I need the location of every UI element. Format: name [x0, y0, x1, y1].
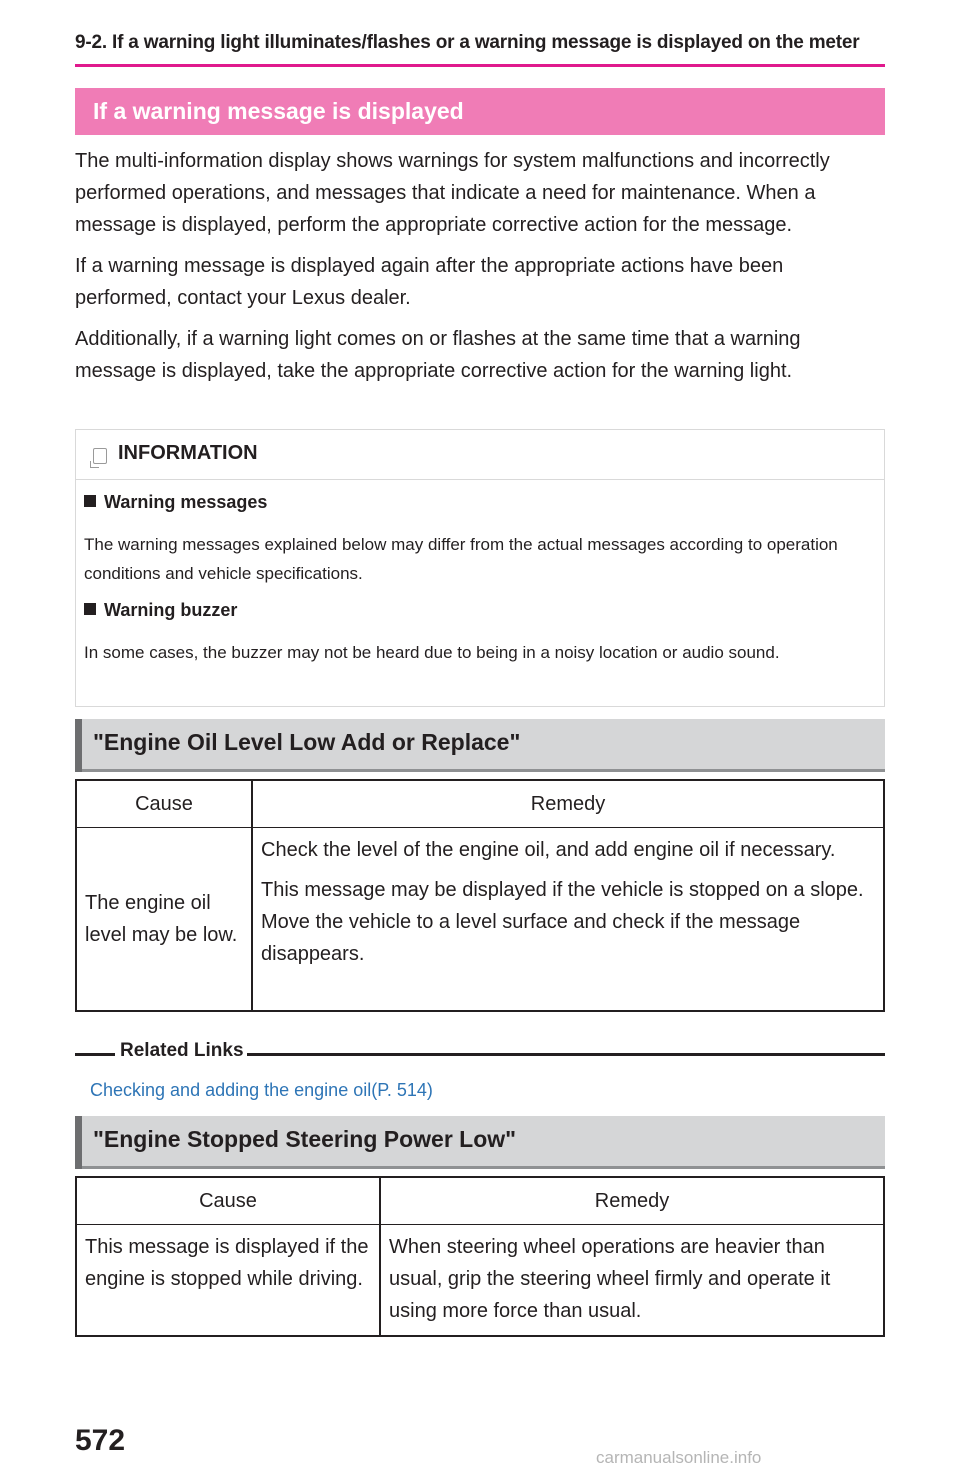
square-bullet-icon	[84, 495, 96, 507]
remedy-text-1: Check the level of the engine oil, and add engine oil if necessary.	[261, 839, 836, 861]
engine-oil-heading: "Engine Oil Level Low Add or Replace"	[93, 729, 521, 755]
info-text-warning-buzzer: In some cases, the buzzer may not be heard due to being in a noisy location or audio sound.	[84, 643, 780, 662]
table-row	[76, 828, 884, 1012]
intro-text	[75, 145, 880, 396]
table-header-row	[76, 780, 884, 828]
watermark-text: carmanualsonline.info	[596, 1448, 762, 1467]
intro-paragraph-1: The multi-information display shows warnings for system malfunctions and incorrectly performed operations, and messages that indicate a need for maintenance. When a message is displayed, perform the appropriate corrective action for the message.	[75, 150, 830, 236]
related-links-label: Related Links	[120, 1040, 244, 1061]
information-header	[76, 430, 884, 480]
remedy-column-header: Remedy	[380, 1177, 884, 1225]
intro-paragraph-3: Additionally, if a warning light comes on or flashes at the same time that a warning message is displayed, take the appropriate corrective action for the warning light.	[75, 328, 801, 382]
section-heading: If a warning message is displayed	[93, 98, 464, 124]
remedy-text-2: This message may be displayed if the vehicle is stopped on a slope. Move the vehicle to a level surface and check if the message disappears.	[261, 879, 864, 965]
info-text-warning-messages: The warning messages explained below may differ from the actual messages according to operation conditions and vehicle specifications.	[84, 535, 838, 583]
information-icon	[93, 448, 107, 464]
intro-paragraph-2: If a warning message is displayed again after the appropriate actions have been performed, contact your Lexus dealer.	[75, 255, 784, 309]
related-links-divider	[75, 1040, 885, 1068]
chapter-header: 9-2. If a warning light illuminates/flashes or a warning message is displayed on the meter	[75, 32, 860, 53]
table-row	[76, 1225, 884, 1337]
engine-oil-heading-bar	[75, 719, 885, 772]
table-header-row	[76, 1177, 884, 1225]
remedy-cell	[252, 828, 884, 1012]
square-bullet-icon	[84, 603, 96, 615]
remedy-cell: When steering wheel operations are heavier than usual, grip the steering wheel firmly and operate it using more force than usual.	[380, 1225, 884, 1337]
info-subheading-warning-buzzer: Warning buzzer	[84, 600, 237, 621]
page-number: 572	[75, 1424, 126, 1457]
engine-oil-link[interactable]: Checking and adding the engine oil(P. 514)	[90, 1080, 433, 1100]
section-heading-bar	[75, 88, 885, 135]
header-divider	[75, 64, 885, 67]
engine-oil-table	[75, 779, 885, 1012]
cause-cell: This message is displayed if the engine is stopped while driving.	[76, 1225, 380, 1337]
steering-heading: "Engine Stopped Steering Power Low"	[93, 1126, 517, 1152]
information-label: INFORMATION	[118, 442, 258, 464]
steering-heading-bar	[75, 1116, 885, 1169]
remedy-column-header: Remedy	[252, 780, 884, 828]
information-box	[75, 429, 885, 707]
cause-column-header: Cause	[76, 1177, 380, 1225]
info-subheading-warning-messages: Warning messages	[84, 492, 267, 513]
cause-column-header: Cause	[76, 780, 252, 828]
cause-cell: The engine oil level may be low.	[76, 828, 252, 1012]
steering-table	[75, 1176, 885, 1337]
